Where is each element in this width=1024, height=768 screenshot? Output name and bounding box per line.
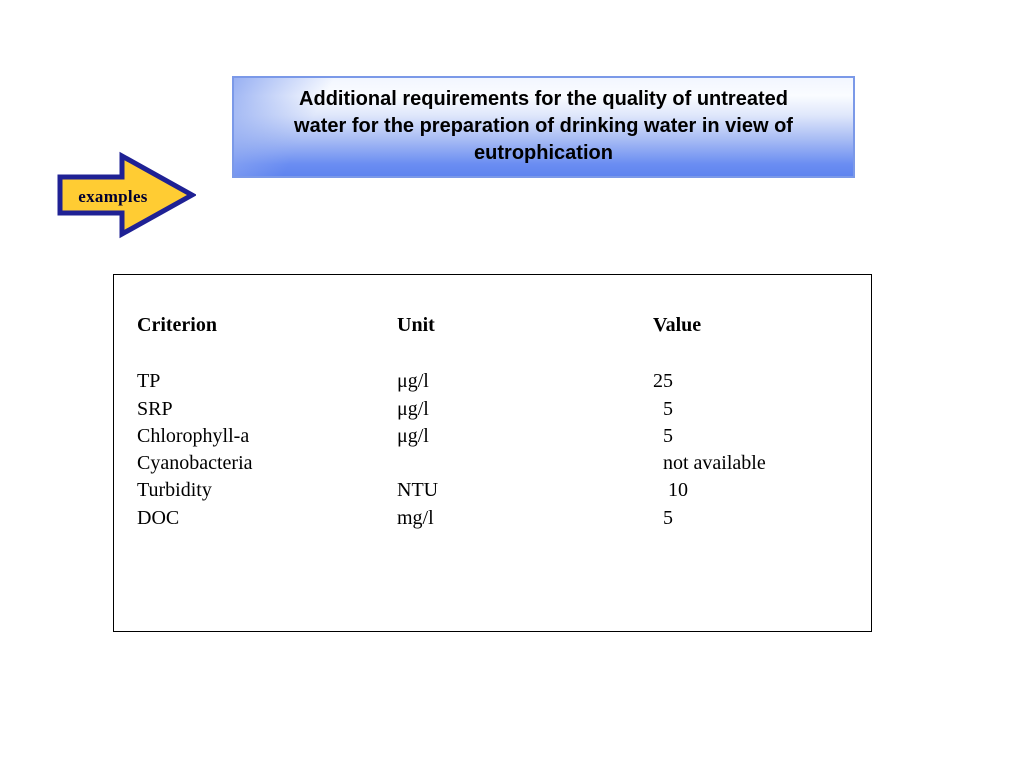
cell-unit: NTU bbox=[397, 479, 439, 502]
table-row bbox=[137, 477, 871, 504]
cell-unit: μg/l bbox=[397, 370, 429, 393]
cell-unit: mg/l bbox=[397, 506, 434, 529]
table-header-row bbox=[137, 312, 871, 339]
cell-value: 5 bbox=[653, 397, 673, 420]
cell-criterion: Chlorophyll-a bbox=[137, 424, 250, 447]
cell-unit: μg/l bbox=[397, 424, 429, 447]
arrow-label: examples bbox=[78, 187, 148, 206]
title-line-1: Additional requirements for the quality of untreated bbox=[299, 88, 788, 110]
table-row bbox=[137, 505, 871, 532]
cell-value: 10 bbox=[653, 479, 688, 502]
cell-value: 25 bbox=[653, 370, 673, 393]
cell-value: not available bbox=[653, 452, 766, 475]
cell-unit: μg/l bbox=[397, 397, 429, 420]
requirements-table bbox=[113, 274, 872, 632]
title-line-3: eutrophication bbox=[474, 142, 613, 164]
table-row bbox=[137, 396, 871, 423]
column-header-value: Value bbox=[653, 314, 702, 336]
table-row bbox=[137, 423, 871, 450]
cell-criterion: Turbidity bbox=[137, 479, 212, 502]
cell-criterion: DOC bbox=[137, 506, 180, 529]
table-row bbox=[137, 450, 871, 477]
cell-value: 5 bbox=[653, 506, 673, 529]
cell-value: 5 bbox=[653, 424, 673, 447]
table-row bbox=[137, 368, 871, 395]
title-line-2: water for the preparation of drinking water in view of bbox=[294, 115, 793, 137]
cell-criterion: TP bbox=[137, 370, 161, 393]
column-header-unit: Unit bbox=[397, 314, 435, 336]
cell-criterion: SRP bbox=[137, 397, 173, 420]
column-header-criterion: Criterion bbox=[137, 314, 217, 336]
cell-unit bbox=[397, 450, 653, 477]
header-gap bbox=[137, 339, 871, 368]
title-box bbox=[232, 76, 855, 178]
cell-criterion: Cyanobacteria bbox=[137, 452, 253, 475]
